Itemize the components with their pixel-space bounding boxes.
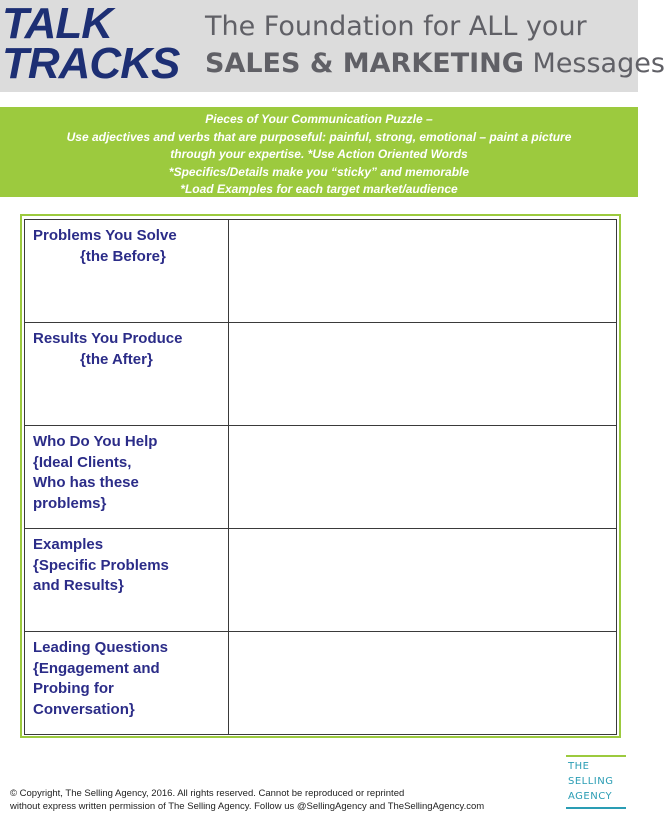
talk-tracks-logo <box>2 0 188 88</box>
worksheet-table <box>24 219 617 735</box>
headline-rest: Messages <box>523 48 665 79</box>
label-line: Problems You Solve <box>33 227 177 244</box>
logo-word: SELLING <box>568 776 614 787</box>
headline-line-1: The Foundation for ALL your <box>205 11 587 42</box>
intro-line: Use adjectives and verbs that are purposeful: painful, strong, emotional – paint a picture <box>66 129 572 144</box>
logo-green-rule <box>566 755 626 757</box>
footer-line-1: © Copyright, The Selling Agency, 2016. All rights reserved. Cannot be reproduced or reprinted <box>10 788 405 799</box>
table-row <box>25 323 617 426</box>
page-headline <box>205 8 665 82</box>
label-line: Probing for <box>33 680 114 697</box>
table-row <box>25 529 617 632</box>
logo-word: AGENCY <box>568 791 613 802</box>
row-label-results <box>25 323 229 426</box>
label-line: problems} <box>33 494 107 512</box>
label-line: Results You Produce <box>33 330 183 347</box>
answer-cell-who-you-help[interactable] <box>229 426 617 529</box>
header-banner <box>0 0 665 92</box>
row-label-problems <box>25 220 229 323</box>
selling-agency-logo <box>566 755 626 809</box>
answer-cell-results[interactable] <box>229 323 617 426</box>
label-line: {Specific Problems <box>33 556 169 574</box>
table-row <box>25 426 617 529</box>
label-line: Who Do You Help <box>33 433 158 450</box>
label-line: {Engagement and <box>33 659 160 677</box>
row-label-who-you-help <box>25 426 229 529</box>
label-line: Examples <box>33 536 104 553</box>
label-line: {Ideal Clients, <box>33 453 132 471</box>
headline-bold: SALES & MARKETING <box>205 48 524 79</box>
label-line: {the Before} <box>80 247 166 265</box>
copyright-footer <box>10 787 484 813</box>
label-line: Conversation} <box>33 700 135 718</box>
intro-line: Pieces of Your Communication Puzzle – <box>205 112 433 126</box>
intro-line: *Load Examples for each target market/audience <box>180 182 458 196</box>
logo-line-1: TALK <box>2 0 113 48</box>
logo-word: THE <box>568 761 590 772</box>
headline-line-2 <box>205 46 665 82</box>
row-label-examples <box>25 529 229 632</box>
label-line: and Results} <box>33 577 124 594</box>
answer-cell-problems[interactable] <box>229 220 617 323</box>
row-label-leading-questions <box>25 632 229 735</box>
footer-line-2: without express written permission of The Selling Agency. Follow us @SellingAgency and TheSellingAgency.com <box>10 801 485 812</box>
table-row <box>25 632 617 735</box>
logo-teal-rule <box>566 807 626 809</box>
logo-line-2: TRACKS <box>2 39 180 88</box>
logo-text <box>568 759 614 804</box>
intro-band <box>0 107 638 197</box>
worksheet-frame <box>20 214 621 738</box>
intro-line: through your expertise. *Use Action Oriented Words <box>170 147 468 161</box>
table-row <box>25 220 617 323</box>
intro-line: *Specifics/Details make you “sticky” and memorable <box>168 164 470 179</box>
label-line: {the After} <box>80 350 153 368</box>
answer-cell-examples[interactable] <box>229 529 617 632</box>
answer-cell-leading-questions[interactable] <box>229 632 617 735</box>
label-line: Leading Questions <box>33 639 169 656</box>
label-line: Who has these <box>33 474 139 491</box>
